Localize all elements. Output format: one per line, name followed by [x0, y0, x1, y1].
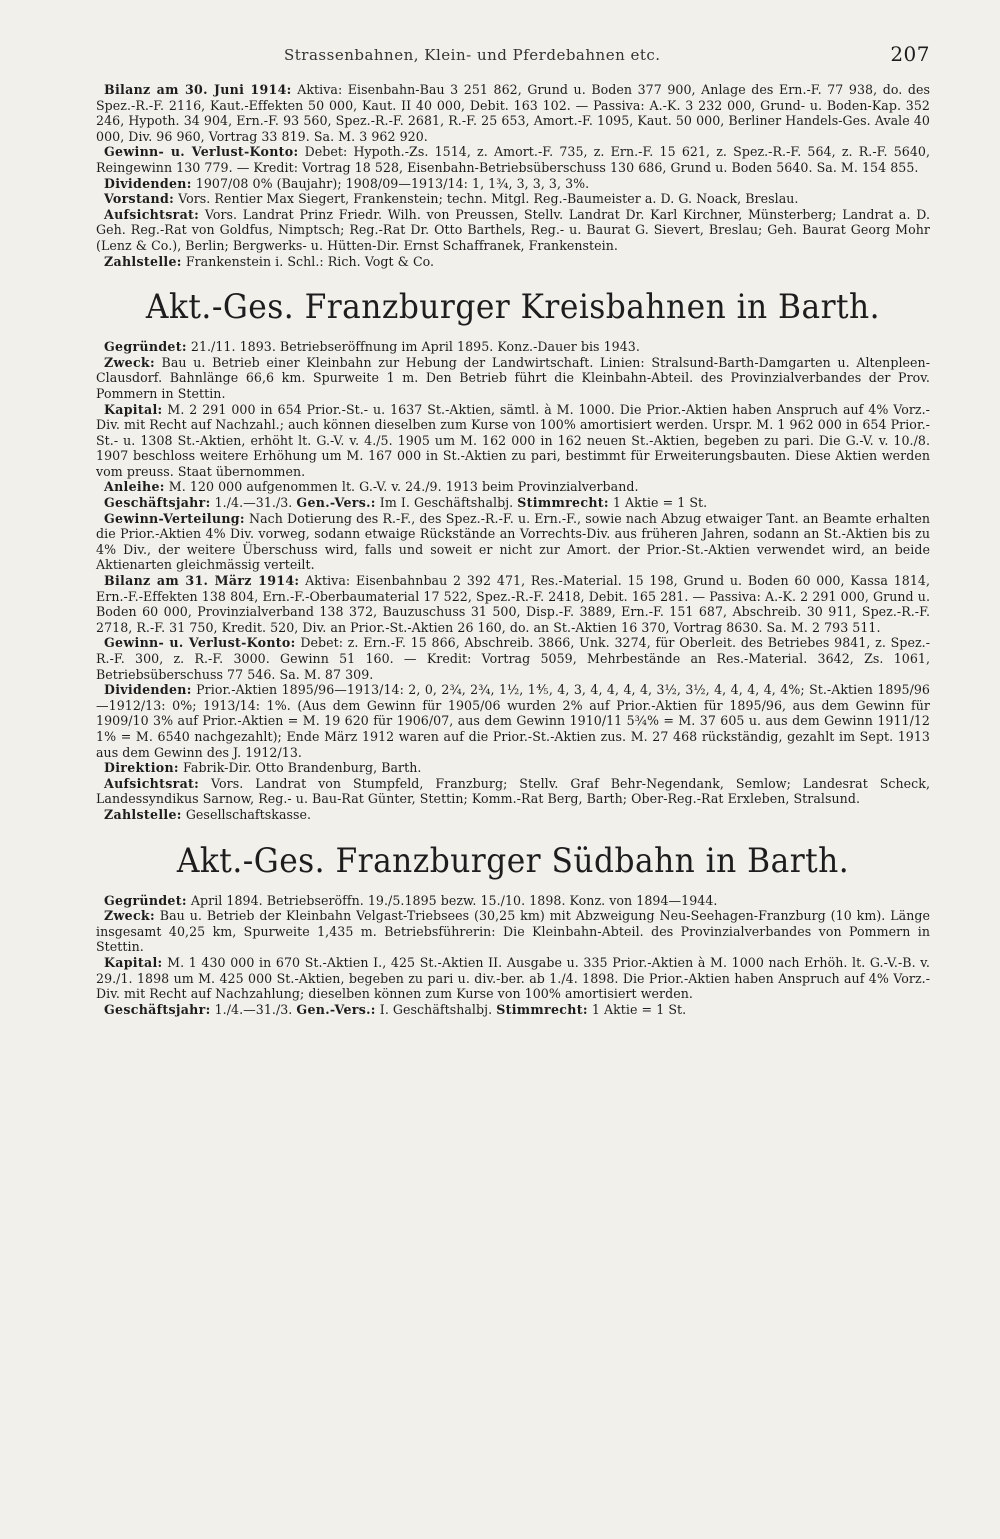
bilanz-label: Bilanz am 31. März 1914:	[104, 573, 300, 589]
stimmrecht-text: 1 Aktie = 1 St.	[612, 495, 708, 511]
page-number: 207	[890, 42, 930, 66]
company-title-suedbahn: Akt.-Ges. Franzburger Südbahn in Barth.	[176, 840, 850, 881]
bilanz-paragraph	[96, 82, 930, 144]
dividenden-paragraph	[96, 682, 930, 760]
gen-vers-text: I. Geschäftshalbj.	[379, 1001, 493, 1017]
kapital-label: Kapital:	[104, 954, 163, 970]
aufsichtsrat-text: Vors. Landrat von Stumpfeld, Franzburg; Stellv. Graf Behr-Negendank, Semlow; Landesrat Scheck, Landessyndikus Sarnow, Reg.- u. Bau-Rat Günter, Stettin; Komm.-Rat Berg, Barth; Ober-Reg.-Rat Erxleben, Stralsund.	[96, 775, 930, 807]
geschaeftsjahr-label: Geschäftsjahr:	[104, 1001, 211, 1017]
company-entry-suedbahn	[96, 893, 930, 1018]
gen-vers-label: Gen.-Vers.:	[296, 495, 376, 511]
dividenden-text: 1907/08 0% (Baujahr); 1908/09—1913/14: 1, 1¾, 3, 3, 3, 3%.	[195, 175, 590, 191]
zweck-label: Zweck:	[104, 354, 155, 370]
dividenden-paragraph	[96, 176, 930, 192]
aufsichtsrat-text: Vors. Landrat Prinz Friedr. Wilh. von Preussen, Stellv. Landrat Dr. Karl Kirchner, Münsterberg; Landrat a. D. Geh. Reg.-Rat von Goldfus, Nimptsch; Reg.-Rat Dr. Otto Barthels, Reg.- u. Baurat G. Sievert, Breslau; Geh. Baurat Georg Mohr (Lenz & Co.), Berlin; Bergwerks- u. Hütten-Dir. Ernst Schaffranek, Frankenstein.	[96, 206, 930, 253]
aufsichtsrat-paragraph	[96, 207, 930, 254]
geschaeftsjahr-text: 1./4.—31./3.	[214, 495, 293, 511]
running-title: Strassenbahnen, Klein- und Pferdebahnen etc.	[284, 46, 661, 64]
anleihe-text: M. 120 000 aufgenommen lt. G.-V. v. 24./9. 1913 beim Provinzialverband.	[168, 479, 639, 495]
running-head	[96, 42, 930, 82]
dividenden-text: Prior.-Aktien 1895/96—1913/14: 2, 0, 2¾, 2¾, 1½, 1⅘, 4, 3, 4, 4, 4, 4, 3½, 3½, 4, 4, 4, 4, 4%; St.-Aktien 1895/96—1912/13: 0%; 1913/14: 1%. (Aus dem Gewinn für 1905/06 wurden 2% auf Prior.-Aktien für 1895/96, aus dem Gewinn für 1909/10 3% auf Prior.-Aktien = M. 19 620 für 1906/07, aus dem Gewinn 1910/11 5¾% = M. 37 605 u. aus dem Gewinn 1911/12 1% = M. 6540 nachgezahlt); Ende März 1912 waren auf die Prior.-St.-Aktien zus. M. 27 468 rückständig, gezahlt im Sept. 1913 aus dem Gewinn des J. 1912/13.	[96, 682, 930, 760]
dividenden-label: Dividenden:	[104, 175, 192, 191]
company-title-kreisbahnen: Akt.-Ges. Franzburger Kreisbahnen in Barth.	[145, 287, 881, 328]
vorstand-paragraph	[96, 191, 930, 207]
bilanz-paragraph	[96, 573, 930, 635]
gen-vers-label: Gen.-Vers.:	[296, 1001, 376, 1017]
gegruendet-text: April 1894. Betriebseröffn. 19./5.1895 bezw. 15./10. 1898. Konz. von 1894—1944.	[190, 892, 718, 908]
geschaeftsjahr-paragraph	[96, 1002, 930, 1018]
previous-company-entry	[96, 82, 930, 269]
gegruendet-text: 21./11. 1893. Betriebseröffnung im April 1895. Konz.-Dauer bis 1943.	[190, 339, 640, 355]
aufsichtsrat-paragraph	[96, 776, 930, 807]
kapital-text: M. 2 291 000 in 654 Prior.-St.- u. 1637 St.-Aktien, sämtl. à M. 1000. Die Prior.-Aktien haben Anspruch auf 4% Vorz.-Div. mit Recht auf Nachzahl.; auch können dieselben zum Kurse von 100% amortisiert werden. Urspr. M. 1 962 000 in 654 Prior.-St.- u. 1308 St.-Aktien, erhöht lt. G.-V. v. 4./5. 1905 um M. 162 000 in 162 neuen St.-Aktien, begeben zu pari. Die G.-V. v. 10./8. 1907 beschloss weitere Erhöhung um M. 167 000 in St.-Aktien zu pari, bestimmt für Erweiterungsbauten. Diese Aktien werden vom preuss. Staat übernommen.	[96, 401, 930, 479]
zweck-paragraph	[96, 908, 930, 955]
kapital-paragraph	[96, 955, 930, 1002]
gen-vers-text: Im I. Geschäftshalbj.	[379, 495, 514, 511]
bilanz-text: Aktiva: Eisenbahn-Bau 3 251 862, Grund u. Boden 377 900, Anlage des Ern.-F. 77 938, do. des Spez.-R.-F. 2116, Kaut.-Effekten 50 000, Kaut. II 40 000, Debit. 163 102. — Passiva: A.-K. 3 232 000, Grund- u. Boden-Kap. 352 246, Hypoth. 34 904, Ern.-F. 93 560, Spez.-R.-F. 2681, R.-F. 25 653, Amort.-F. 1095, Kaut. 50 000, Berliner Handels-Ges. Avale 40 000, Div. 96 960, Vortrag 33 819. Sa. M. 3 962 920.	[96, 82, 931, 144]
gewinn-verteilung-text: Nach Dotierung des R.-F., des Spez.-R.-F. u. Ern.-F., sowie nach Abzug etwaiger Tant. an Beamte erhalten die Prior.-Aktien 4% Div. vorweg, sodann etwaige Rückstände an Vorrechts-Div. aus früheren Jahren, sodann an St.-Aktien bis zu 4% Div., der weitere Überschuss wird, falls und soweit er nicht zur Amort. der Prior.-St.-Aktien verwendet wird, an beide Aktienarten gleichmässig verteilt.	[96, 510, 930, 573]
zweck-text: Bau u. Betrieb einer Kleinbahn zur Hebung der Landwirtschaft. Linien: Stralsund-Barth-Damgarten u. Altenpleen-Clausdorf. Bahnlänge 66,6 km. Spurweite 1 m. Den Betrieb führt die Kleinbahn-Abteil. des Provinzialverbandes der Prov. Pommern in Stettin.	[96, 354, 930, 401]
dividenden-label: Dividenden:	[104, 682, 192, 698]
gewinn-verlust-paragraph	[96, 144, 930, 175]
gewinn-verlust-text: Debet: Hypoth.-Zs. 1514, z. Amort.-F. 735, z. Ern.-F. 15 621, z. Spez.-R.-F. 564, z. R.-F. 5640, Reingewinn 130 779. — Kredit: Vortrag 18 528, Eisenbahn-Betriebsüberschuss 130 686, Grund u. Boden 5640. Sa. M. 154 855.	[96, 144, 931, 175]
direktion-label: Direktion:	[104, 760, 179, 776]
zahlstelle-label: Zahlstelle:	[104, 253, 182, 269]
anleihe-label: Anleihe:	[104, 479, 165, 495]
gewinn-verlust-label: Gewinn- u. Verlust-Konto:	[104, 144, 299, 160]
gegruendet-paragraph	[96, 893, 930, 909]
zweck-paragraph	[96, 355, 930, 402]
geschaeftsjahr-text: 1./4.—31./3.	[214, 1001, 293, 1017]
geschaeftsjahr-label: Geschäftsjahr:	[104, 495, 211, 511]
zahlstelle-label: Zahlstelle:	[104, 806, 182, 822]
kapital-label: Kapital:	[104, 401, 163, 417]
bilanz-text: Aktiva: Eisenbahnbau 2 392 471, Res.-Material. 15 198, Grund u. Boden 60 000, Kassa 1814, Ern.-F.-Effekten 138 804, Ern.-F.-Oberbaumaterial 17 522, Spez.-R.-F. 2418, Debit. 165 281. — Passiva: A.-K. 2 291 000, Grund u. Boden 60 000, Provinzialverband 138 372, Bauzuschuss 31 500, Disp.-F. 3889, Ern.-F. 151 687, Abschreib. 30 911, Spez.-R.-F. 2718, R.-F. 31 750, Kredit. 520, Div. an Prior.-St.-Aktien 26 160, do. an St.-Aktien 16 370, Vortrag 8630. Sa. M. 2 793 511.	[96, 573, 931, 635]
direktion-paragraph	[96, 760, 930, 776]
gewinn-verteilung-paragraph	[96, 511, 930, 573]
geschaeftsjahr-paragraph	[96, 495, 930, 511]
vorstand-label: Vorstand:	[104, 191, 175, 207]
gegruendet-paragraph	[96, 339, 930, 355]
anleihe-paragraph	[96, 479, 930, 495]
kapital-paragraph	[96, 402, 930, 480]
stimmrecht-label: Stimmrecht:	[517, 495, 609, 511]
gewinn-verlust-text: Debet: z. Ern.-F. 15 866, Abschreib. 3866, Unk. 3274, für Oberleit. des Betriebes 9841, z. Spez.-R.-F. 300, z. R.-F. 3000. Gewinn 51 160. — Kredit: Vortrag 5059, Mehrbestände an Res.-Material. 3642, Zs. 1061, Betriebsüberschuss 77 546. Sa. M. 87 309.	[96, 635, 930, 682]
kapital-text: M. 1 430 000 in 670 St.-Aktien I., 425 St.-Aktien II. Ausgabe u. 335 Prior.-Aktien à M. 1000 nach Erhöh. lt. G.-V.-B. v. 29./1. 1898 um M. 425 000 St.-Aktien, begeben zu pari u. div.-ber. ab 1./4. 1898. Die Prior.-Aktien haben Anspruch auf 4% Vorz.-Div. mit Recht auf Nachzahlung; dieselben können zum Kurse von 100% amortisiert werden.	[96, 954, 930, 1002]
zweck-label: Zweck:	[104, 908, 155, 924]
bilanz-label: Bilanz am 30. Juni 1914:	[104, 82, 292, 97]
gewinn-verteilung-label: Gewinn-Verteilung:	[104, 510, 245, 526]
gegruendet-label: Gegründet:	[104, 892, 187, 908]
gewinn-verlust-label: Gewinn- u. Verlust-Konto:	[104, 635, 296, 651]
direktion-text: Fabrik-Dir. Otto Brandenburg, Barth.	[182, 760, 422, 776]
zahlstelle-text: Frankenstein i. Schl.: Rich. Vogt & Co.	[185, 253, 435, 269]
stimmrecht-label: Stimmrecht:	[496, 1001, 588, 1017]
zahlstelle-paragraph	[96, 807, 930, 823]
aufsichtsrat-label: Aufsichtsrat:	[104, 206, 200, 222]
aufsichtsrat-label: Aufsichtsrat:	[104, 775, 200, 791]
gewinn-verlust-paragraph	[96, 635, 930, 682]
zahlstelle-paragraph	[96, 254, 930, 270]
zweck-text: Bau u. Betrieb der Kleinbahn Velgast-Triebsees (30,25 km) mit Abzweigung Neu-Seehagen-Franzburg (10 km). Länge insgesamt 40,25 km, Spurweite 1,435 m. Betriebsführerin: Die Kleinbahn-Abteil. des Provinzialverbandes von Pommern in Stettin.	[96, 908, 930, 955]
stimmrecht-text: 1 Aktie = 1 St.	[591, 1001, 687, 1017]
company-entry-kreisbahnen	[96, 339, 930, 822]
vorstand-text: Vors. Rentier Max Siegert, Frankenstein; techn. Mitgl. Reg.-Baumeister a. D. G. Noack, Breslau.	[178, 191, 799, 207]
gegruendet-label: Gegründet:	[104, 339, 187, 355]
zahlstelle-text: Gesellschaftskasse.	[185, 806, 312, 822]
